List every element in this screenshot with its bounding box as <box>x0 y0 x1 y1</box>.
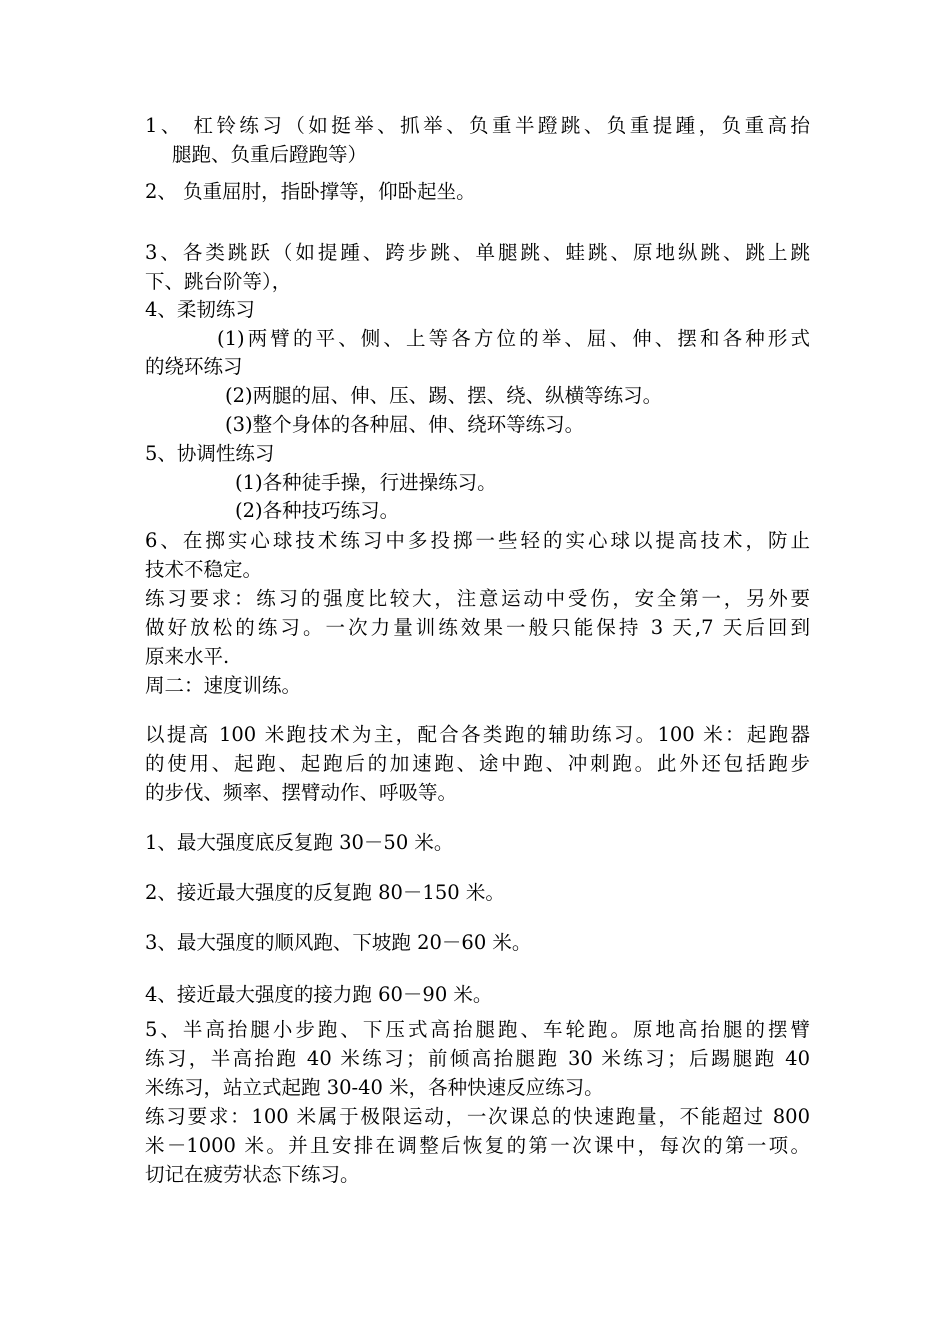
text-line: 练习要求：100 米属于极限运动，一次课总的快速跑量，不能超过 800 <box>145 1105 810 1128</box>
text-line: (3)整个身体的各种屈、伸、绕环等练习。 <box>225 413 585 436</box>
text-line: 米－1000 米。并且安排在调整后恢复的第一次课中，每次的第一项。 <box>145 1134 810 1157</box>
text-line: 米练习，站立式起跑 30-40 米，各种快速反应练习。 <box>145 1076 604 1099</box>
text-line: 下、跳台阶等）， <box>145 270 292 293</box>
text-line: 练习，半高抬跑 40 米练习；前倾高抬腿跑 30 米练习；后踢腿跑 40 <box>145 1047 810 1070</box>
text-line: 3、最大强度的顺风跑、下坡跑 20－60 米。 <box>145 931 532 954</box>
text-line: (1)两臂的平、侧、上等各方位的举、屈、伸、摆和各种形式 <box>217 327 810 350</box>
text-line: 5、协调性练习 <box>145 442 275 465</box>
text-line: 以提高 100 米跑技术为主，配合各类跑的辅助练习。100 米：起跑器 <box>145 723 810 746</box>
text-line: 6、在掷实心球技术练习中多投掷一些轻的实心球以提高技术，防止 <box>145 529 810 552</box>
text-line: 的步伐、频率、摆臂动作、呼吸等。 <box>145 781 458 804</box>
text-line: 的绕环练习 <box>145 355 243 378</box>
text-line: 做好放松的练习。一次力量训练效果一般只能保持 3 天,7 天后回到 <box>145 616 810 639</box>
text-line: (2)两腿的屈、伸、压、踢、摆、绕、纵横等练习。 <box>225 384 663 407</box>
text-line: (1)各种徒手操，行进操练习。 <box>235 471 497 494</box>
text-line: 2、接近最大强度的反复跑 80－150 米。 <box>145 881 505 904</box>
text-line: 切记在疲劳状态下练习。 <box>145 1163 360 1186</box>
text-line: 练习要求：练习的强度比较大，注意运动中受伤，安全第一，另外要 <box>145 587 810 610</box>
text-line: 腿跑、负重后蹬跑等） <box>172 143 368 166</box>
text-line: 的使用、起跑、起跑后的加速跑、途中跑、冲刺跑。此外还包括跑步 <box>145 752 810 775</box>
text-line: 4、接近最大强度的接力跑 60－90 米。 <box>145 983 493 1006</box>
text-line: 1、最大强度底反复跑 30－50 米。 <box>145 831 454 854</box>
text-line: (2)各种技巧练习。 <box>235 499 400 522</box>
text-line: 4、柔韧练习 <box>145 298 255 321</box>
text-line: 2、 负重屈肘，指卧撑等，仰卧起坐。 <box>145 180 476 203</box>
text-line: 技术不稳定。 <box>145 558 263 581</box>
text-line: 周二：速度训练。 <box>145 674 302 697</box>
text-line: 1、 杠铃练习（如挺举、抓举、负重半蹬跳、负重提踵，负重高抬 <box>145 114 810 137</box>
text-line: 3、各类跳跃（如提踵、跨步跳、单腿跳、蛙跳、原地纵跳、跳上跳 <box>145 241 810 264</box>
text-line: 原来水平. <box>145 645 230 668</box>
text-line: 5、半高抬腿小步跑、下压式高抬腿跑、车轮跑。原地高抬腿的摆臂 <box>145 1018 810 1041</box>
